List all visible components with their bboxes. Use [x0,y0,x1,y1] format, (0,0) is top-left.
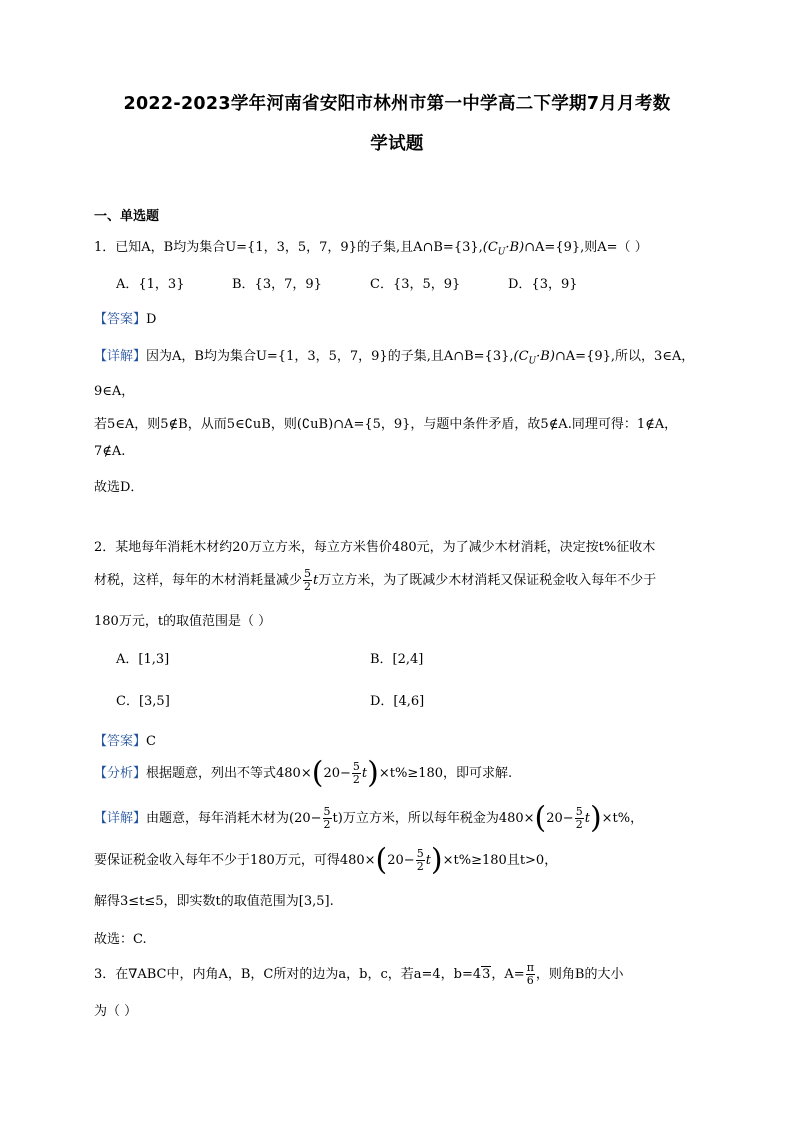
q1-option-b: B．{3，7，9} [232,277,322,292]
q3-pi: π [526,961,534,974]
q1-stem-math2: ·B) [505,240,525,255]
q1-detail-sub: U [528,356,537,367]
answer-label: 【答案】 [94,734,147,749]
doc-title-line2: 学试题 [370,134,424,154]
analysis-label: 【分析】 [94,766,147,781]
q1-detail-line3: 若5∈A，则5∉B，从而5∈∁uB，则(∁uB)∩A={5，9}，与题中条件矛盾，故5∉A.同理可得：1∉A， [94,417,678,432]
q1-option-d: D．{3，9} [508,277,578,292]
q2-detail-line2: 要保证税金收入每年不少于180万元，可得480×(20− $\frac{5}{2}$ t)×t%≥180且t>0， [94,842,558,878]
q2-analysis-frac-den: 2 [352,773,360,786]
q2-option-d: D．[4,6] [370,694,425,709]
q1-conclusion: 故选D． [94,480,144,495]
q1-detail-suffix: ∩A={9},所以，3∈A， [554,349,695,364]
q1-answer [94,308,156,327]
section-heading: 一、单选题 [94,209,160,224]
q2-detail-line1-mid: t)万立方米，所以每年税金为480× [332,811,535,826]
q1-detail-line4: 7∉A. [94,444,126,459]
q3-stem [94,962,623,987]
q2-detail1-frac-den: 2 [323,818,331,831]
q2-detail-line1-prefix: 由题意，每年消耗木材为(20− [146,811,322,826]
q2-detail-line1-suffix: ×t%， [601,811,644,826]
q3-stem-prefix: 3．在∇ABC中，内角A，B，C所对的边为a，b，c，若a=4，b=4 [94,967,482,982]
q2-detail-line2-prefix: 要保证税金收入每年不少于180万元，可得480× [94,853,376,868]
q1-detail-math: (C [513,349,529,364]
q2-answer [94,730,156,749]
q3-stem-mid: ，A= [491,967,525,982]
q1-stem [94,236,648,258]
q2-analysis: 【分析】根据题意，列出不等式480×(20− $\frac{5}{2}$ t)×t%≥180，即可求解. [94,755,513,791]
q2-stem-line3: 180万元，t的取值范围是（ ） [94,614,272,629]
q2-detail1b-frac-num: 5 [575,805,583,818]
q2-detail2-frac-den: 2 [416,860,424,873]
q1-stem-sub: U [497,247,506,258]
detail-label: 【详解】 [94,349,147,364]
q2-detail-line1: 【详解】由题意，每年消耗木材为(20− $\frac{5}{2}$ t)万立方米，所以每年税金为480×(20− $\frac{5}{2}$ t)×t%， [94,800,644,836]
q2-detail1b-frac-den: 2 [575,818,583,831]
q1-option-c: C．{3，5，9} [370,277,461,292]
q1-detail-prefix: 因为A，B均为集合U={1，3，5，7，9}的子集,且A∩B={3}, [146,349,514,364]
q1-stem-math: (C [482,240,498,255]
q2-detail1-frac-num: 5 [323,805,331,818]
q2-option-b: B．[2,4] [370,652,424,667]
q2-analysis-suffix: ×t%≥180，即可求解. [378,766,513,781]
q1-answer-value: D [146,312,157,327]
q2-frac-den: 2 [304,580,312,593]
q1-detail-line1 [94,345,694,367]
q2-detail-line2-suffix: ×t%≥180且t>0， [442,853,558,868]
q1-stem-suffix: ∩A={9},则A=（ ） [524,240,648,255]
q2-option-a: A．[1,3] [116,652,170,667]
q2-frac [303,568,312,593]
q3-stem-suffix: ，则角B的大小 [535,967,624,982]
detail-label: 【详解】 [94,811,147,826]
doc-title-line1: 2022-2023学年河南省安阳市林州市第一中学高二下学期7月月考数 [123,94,671,114]
q2-analysis-frac-num: 5 [352,760,360,773]
q2-option-c: C．[3,5] [116,694,170,709]
q2-stem-line1: 2．某地每年消耗木材约20万立方米，每立方米售价480元，为了减少木材消耗，决定按t%征收木 [94,540,656,555]
q1-detail-math2: ·B) [536,349,555,364]
q2-stem-line2-suffix: 万立方米，为了既减少木材消耗又保证税金收入每年不少于 [318,573,657,588]
q1-detail-line2: 9∈A， [94,384,135,399]
q2-answer-value: C [146,734,156,749]
q1-option-a: A．{1，3} [116,277,185,292]
q2-conclusion: 故选：C. [94,932,147,947]
q2-frac-num: 5 [304,567,312,580]
q3-stem-line2: 为（ ） [94,1004,138,1019]
q2-stem-line2-prefix: 材税，这样，每年的木材消耗量减少 [94,573,303,588]
q2-stem-line2: 材税，这样，每年的木材消耗量减少 $\frac{5}{2}$ t万立方米，为了既减少木材消耗又保证税金收入每年不少于 [94,567,657,593]
q3-sqrt: 3 [482,967,491,982]
q2-detail-line3: 解得3≤t≤5，即实数t的取值范围为[3,5]. [94,894,334,909]
q3-six: 6 [526,974,534,987]
q2-detail2-frac-num: 5 [416,847,424,860]
q2-analysis-prefix: 根据题意，列出不等式480× [146,766,312,781]
q1-stem-prefix: 1．已知A，B均为集合U={1，3，5，7，9}的子集,且A∩B={3}, [94,240,483,255]
answer-label: 【答案】 [94,312,147,327]
